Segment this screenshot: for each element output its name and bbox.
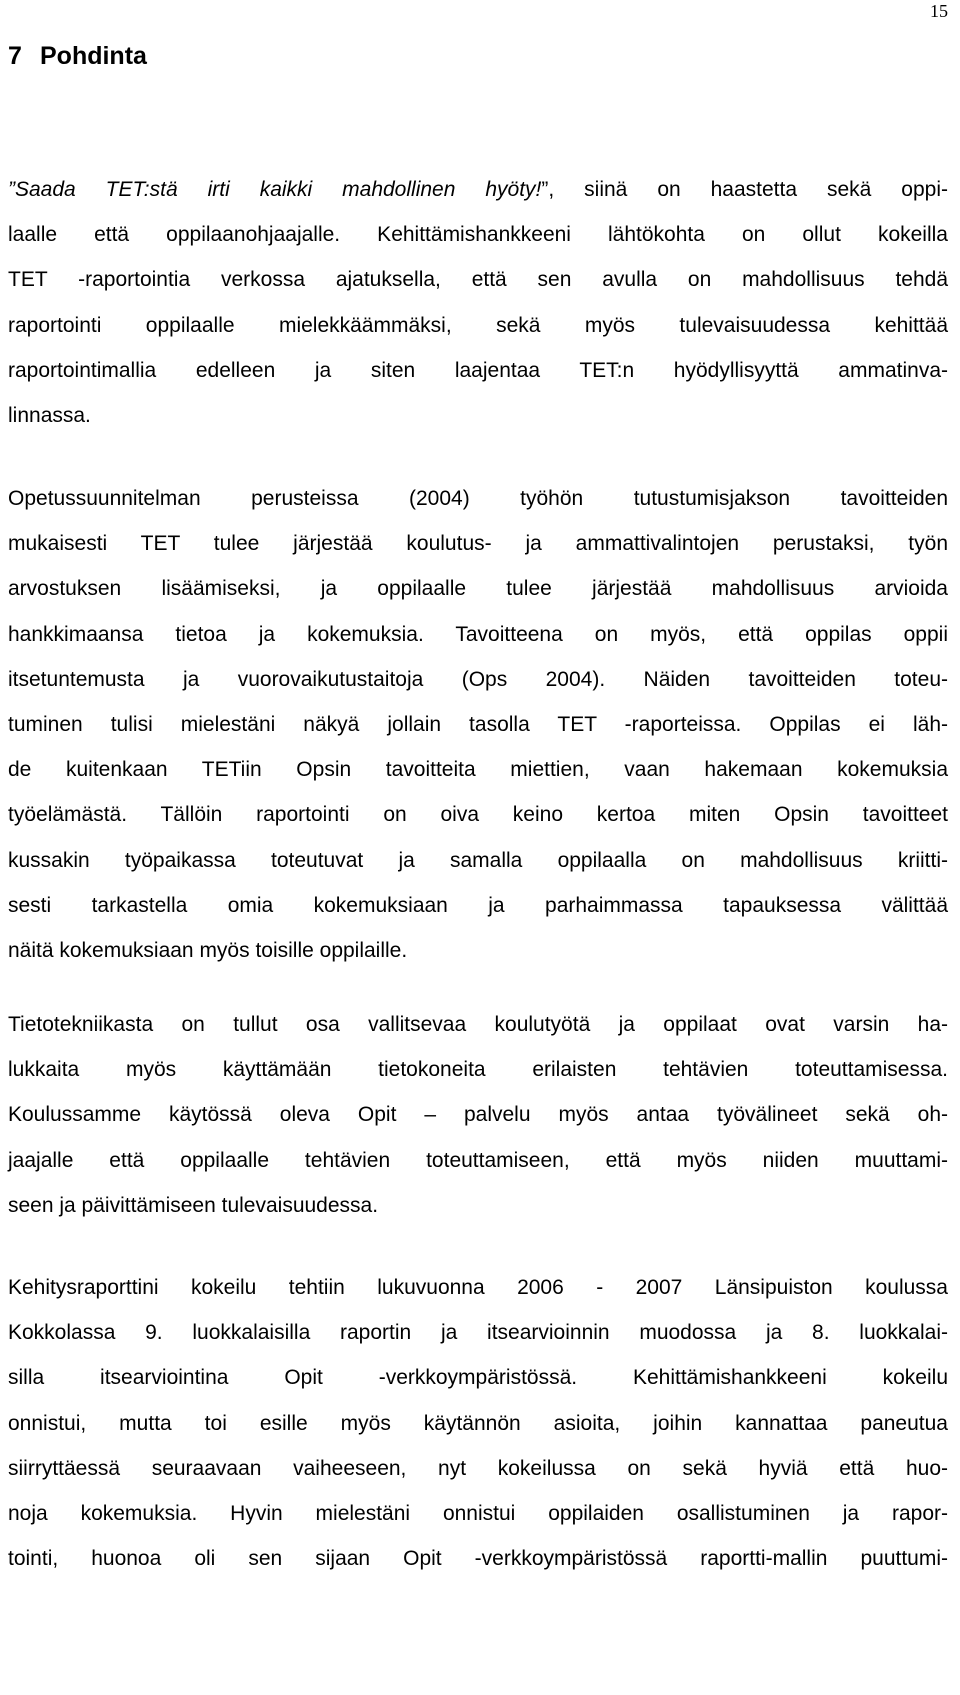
paragraph-1 <box>8 167 948 438</box>
text-line: noja kokemuksia. Hyvin mielestäni onnistui oppilaiden osallistuminen ja rapor- <box>8 1501 948 1525</box>
text-line: mukaisesti TET tulee järjestää koulutus- ja ammattivalintojen perustaksi, työn <box>8 532 948 556</box>
text-line: lukkaita myös käyttämään tietokoneita erilaisten tehtävien toteuttamisessa. <box>8 1058 948 1082</box>
text-line: siirryttäessä seuraavaan vaiheeseen, nyt kokeilussa on sekä hyviä että huo- <box>8 1456 948 1480</box>
text-line: Koulussamme käytössä oleva Opit – palvelu myös antaa työvälineet sekä oh- <box>8 1103 948 1127</box>
text-line: raportointimallia edelleen ja siten laajentaa TET:n hyödyllisyyttä ammatinva- <box>8 358 948 382</box>
text-line: onnistui, mutta toi esille myös käytännön asioita, joihin kannattaa paneutua <box>8 1411 948 1435</box>
text-line: itsetuntemusta ja vuorovaikutustaitoja (Ops 2004). Näiden tavoitteiden toteu- <box>8 667 948 691</box>
text-line: TET -raportointia verkossa ajatuksella, että sen avulla on mahdollisuus tehdä <box>8 268 948 292</box>
section-heading <box>8 40 147 72</box>
text-line <box>8 167 948 212</box>
text-line: sesti tarkastella omia kokemuksiaan ja parhaimmassa tapauksessa välittää <box>8 893 948 917</box>
section-title: Pohdinta <box>40 42 147 70</box>
text-line: arvostuksen lisäämiseksi, ja oppilaalle tulee järjestää mahdollisuus arvioida <box>8 577 948 601</box>
page-number: 15 <box>930 1 948 21</box>
text-line: de kuitenkaan TETiin Opsin tavoitteita miettien, vaan hakemaan kokemuksia <box>8 758 948 782</box>
text-line: tointi, huonoa oli sen sijaan Opit -verkkoympäristössä raportti-mallin puuttumi- <box>8 1547 948 1571</box>
text-line: Kokkolassa 9. luokkalaisilla raportin ja itsearvioinnin muodossa ja 8. luokkalai- <box>8 1321 948 1345</box>
text-line: raportointi oppilaalle mielekkäämmäksi, sekä myös tulevaisuudessa kehittää <box>8 313 948 337</box>
text-line: Kehitysraporttini kokeilu tehtiin lukuvuonna 2006 - 2007 Länsipuiston koulussa <box>8 1276 948 1299</box>
text-line: silla itsearviointina Opit -verkkoympäristössä. Kehittämishankkeeni kokeilu <box>8 1366 948 1390</box>
section-number: 7 <box>8 42 22 70</box>
quote-text: ”Saada TET:stä irti kaikki mahdollinen hyöty! <box>8 178 542 201</box>
text-line: Opetussuunnitelman perusteissa (2004) työhön tutustumisjakson tavoitteiden <box>8 487 948 510</box>
text-line: työelämästä. Tällöin raportointi on oiva keino kertoa miten Opsin tavoitteet <box>8 803 948 827</box>
text-line: linnassa. <box>8 403 91 427</box>
text-line: hankkimaansa tietoa ja kokemuksia. Tavoitteena on myös, että oppilas oppii <box>8 622 948 646</box>
text-line: jaajalle että oppilaalle tehtävien toteuttamiseen, että myös niiden muuttami- <box>8 1148 948 1172</box>
line-text: ”, siinä on haastetta sekä oppi- <box>541 178 948 201</box>
paragraph-2 <box>8 476 948 973</box>
paragraph-4 <box>8 1265 948 1581</box>
text-line: näitä kokemuksiaan myös toisille oppilaille. <box>8 938 408 962</box>
paragraph-3 <box>8 1002 948 1228</box>
text-line: tuminen tulisi mielestäni näkyä jollain tasolla TET -raporteissa. Oppilas ei läh- <box>8 712 948 736</box>
text-line: laalle että oppilaanohjaajalle. Kehittämishankkeeni lähtökohta on ollut kokeilla <box>8 223 948 247</box>
text-line: Tietotekniikasta on tullut osa vallitsevaa koulutyötä ja oppilaat ovat varsin ha- <box>8 1013 948 1036</box>
text-line: seen ja päivittämiseen tulevaisuudessa. <box>8 1193 379 1217</box>
text-line: kussakin työpaikassa toteutuvat ja samalla oppilaalla on mahdollisuus kriitti- <box>8 848 948 872</box>
